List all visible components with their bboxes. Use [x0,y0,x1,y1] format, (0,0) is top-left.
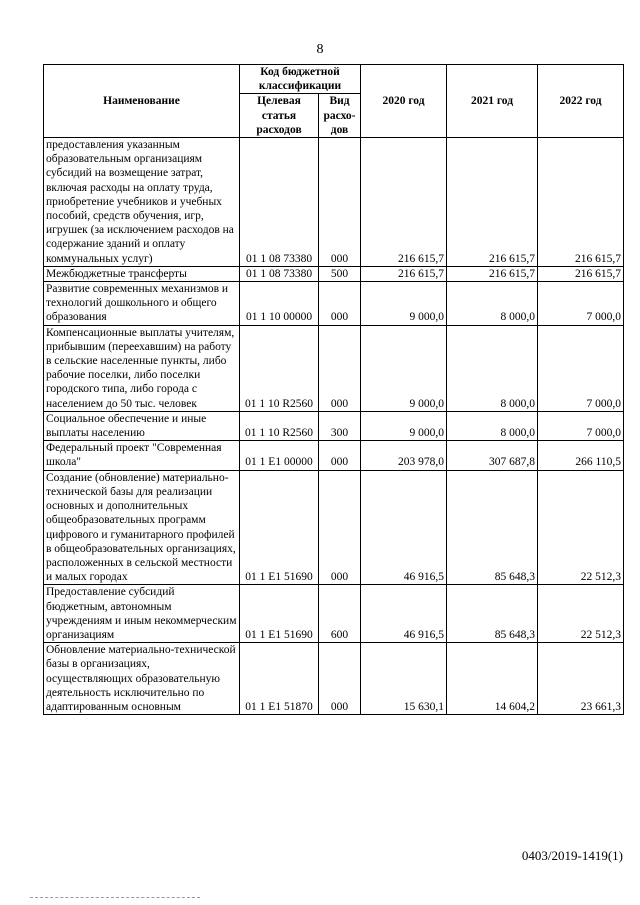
row-code: 01 1 10 00000 [240,282,319,326]
row-value-2021: 85 648,3 [447,585,538,643]
row-code: 01 1 08 73380 [240,266,319,281]
table-row [44,470,624,585]
table-row [44,282,624,326]
budget-table [43,64,624,715]
row-value-2022: 266 110,5 [538,441,624,470]
row-type: 000 [319,325,361,411]
row-value-2022: 216 615,7 [538,138,624,267]
row-value-2022: 7 000,0 [538,282,624,326]
row-value-2020: 9 000,0 [361,325,447,411]
row-name: Предоставление субсидий бюджетным, автономным учреждениям и иным некоммерческим организациям [44,585,240,643]
scan-artifact-line [30,897,200,898]
row-value-2022: 216 615,7 [538,266,624,281]
row-code: 01 1 E1 51870 [240,643,319,715]
document-code: 0403/2019-1419(1) [521,848,623,863]
row-value-2021: 85 648,3 [447,470,538,585]
row-name: Развитие современных механизмов и технологий дошкольного и общего образования [44,282,240,326]
row-value-2021: 216 615,7 [447,138,538,267]
row-type: 000 [319,470,361,585]
table-row [44,411,624,440]
row-name: Обновление материально-технической базы в организациях, осуществляющих образовательную деятельность исключительно по адаптированным основным [44,643,240,715]
row-value-2020: 46 916,5 [361,585,447,643]
row-value-2022: 7 000,0 [538,325,624,411]
row-type: 300 [319,411,361,440]
header-year-2021: 2021 год [447,65,538,138]
row-value-2022: 22 512,3 [538,585,624,643]
row-value-2020: 15 630,1 [361,643,447,715]
row-value-2022: 22 512,3 [538,470,624,585]
row-type: 500 [319,266,361,281]
row-value-2022: 23 661,3 [538,643,624,715]
header-target-article: Целевая статья расходов [240,94,319,138]
header-year-2020: 2020 год [361,65,447,138]
row-type: 600 [319,585,361,643]
row-type: 000 [319,441,361,470]
header-name: Наименование [44,65,240,138]
table-row [44,266,624,281]
table-row [44,441,624,470]
row-type: 000 [319,282,361,326]
page-number: 8 [316,42,324,57]
row-code: 01 1 E1 00000 [240,441,319,470]
row-name: Компенсационные выплаты учителям, прибывшим (переехавшим) на работу в сельские населенные пункты, либо рабочие поселки, либо поселки городского типа, либо города с населением до 50 тыс. человек [44,325,240,411]
row-value-2021: 14 604,2 [447,643,538,715]
table-row [44,643,624,715]
row-name: Социальное обеспечение и иные выплаты населению [44,411,240,440]
row-value-2021: 307 687,8 [447,441,538,470]
row-type: 000 [319,138,361,267]
row-value-2020: 46 916,5 [361,470,447,585]
row-value-2020: 216 615,7 [361,138,447,267]
row-code: 01 1 E1 51690 [240,585,319,643]
table-row [44,325,624,411]
row-name: Федеральный проект "Современная школа" [44,441,240,470]
row-name: предоставления указанным образовательным организациям субсидий на возмещение затрат, включая расходы на оплату труда, приобретение учебников и учебных пособий, средств обучения, игр, игрушек (за исключением расходов на содержание зданий и оплату коммунальных услуг) [44,138,240,267]
header-year-2022: 2022 год [538,65,624,138]
row-value-2021: 8 000,0 [447,282,538,326]
table-row [44,585,624,643]
row-code: 01 1 10 R2560 [240,325,319,411]
row-code: 01 1 08 73380 [240,138,319,267]
row-name: Межбюджетные трансферты [44,266,240,281]
row-name: Создание (обновление) материально-технической базы для реализации основных и дополнительных общеобразовательных программ цифрового и гуманитарного профилей в общеобразовательных организациях, расположенных в сельской местности и малых городах [44,470,240,585]
row-value-2020: 9 000,0 [361,282,447,326]
row-code: 01 1 E1 51690 [240,470,319,585]
row-value-2021: 216 615,7 [447,266,538,281]
row-value-2020: 203 978,0 [361,441,447,470]
row-value-2021: 8 000,0 [447,325,538,411]
row-value-2020: 9 000,0 [361,411,447,440]
row-value-2022: 7 000,0 [538,411,624,440]
header-code-group: Код бюджетной классификации [240,65,361,94]
row-code: 01 1 10 R2560 [240,411,319,440]
header-expense-type: Вид расхо-дов [319,94,361,138]
row-value-2021: 8 000,0 [447,411,538,440]
table-row [44,138,624,267]
row-value-2020: 216 615,7 [361,266,447,281]
row-type: 000 [319,643,361,715]
